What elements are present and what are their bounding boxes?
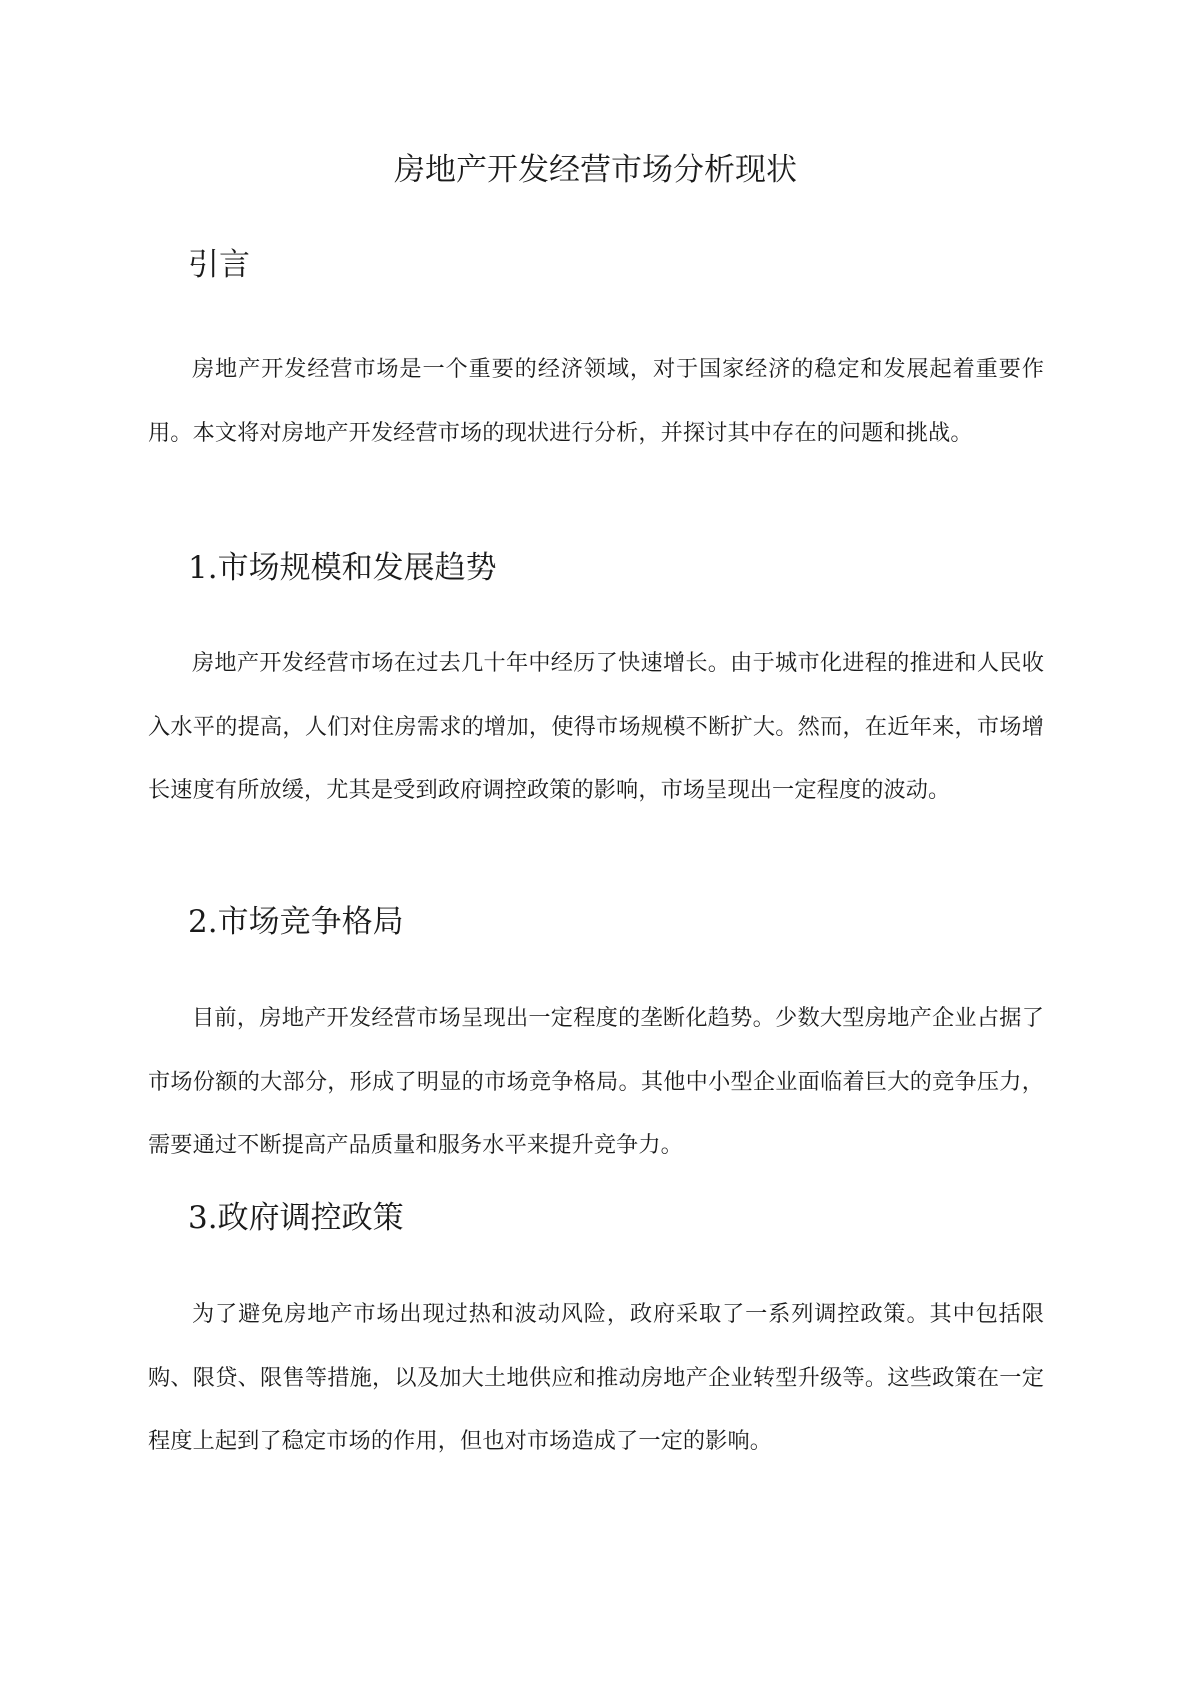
- section-paragraph-introduction: 房地产开发经营市场是一个重要的经济领域，对于国家经济的稳定和发展起着重要作用。本文将对房地产开发经营市场的现状进行分析，并探讨其中存在的问题和挑战。: [148, 356, 1044, 446]
- section-paragraph-government-policy: 为了避免房地产市场出现过热和波动风险，政府采取了一系列调控政策。其中包括限购、限贷、限售等措施，以及加大土地供应和推动房地产企业转型升级等。这些政策在一定程度上起到了稳定市场的作用，但也对市场造成了一定的影响。: [148, 1301, 1044, 1454]
- section-heading-government-policy: 3.政府调控政策: [188, 1200, 404, 1236]
- section-paragraph-market-scale: 房地产开发经营市场在过去几十年中经历了快速增长。由于城市化进程的推进和人民收入水平的提高，人们对住房需求的增加，使得市场规模不断扩大。然而，在近年来，市场增长速度有所放缓，尤其是受到政府调控政策的影响，市场呈现出一定程度的波动。: [148, 650, 1044, 803]
- section-paragraph-competition: 目前，房地产开发经营市场呈现出一定程度的垄断化趋势。少数大型房地产企业占据了市场份额的大部分，形成了明显的市场竞争格局。其他中小型企业面临着巨大的竞争压力，需要通过不断提高产品质量和服务水平来提升竞争力。: [148, 1005, 1044, 1158]
- section-heading-competition: 2.市场竞争格局: [188, 904, 404, 940]
- section-heading-introduction: 引言: [188, 247, 250, 283]
- document-title: 房地产开发经营市场分析现状: [394, 152, 797, 188]
- section-heading-market-scale: 1.市场规模和发展趋势: [188, 550, 497, 586]
